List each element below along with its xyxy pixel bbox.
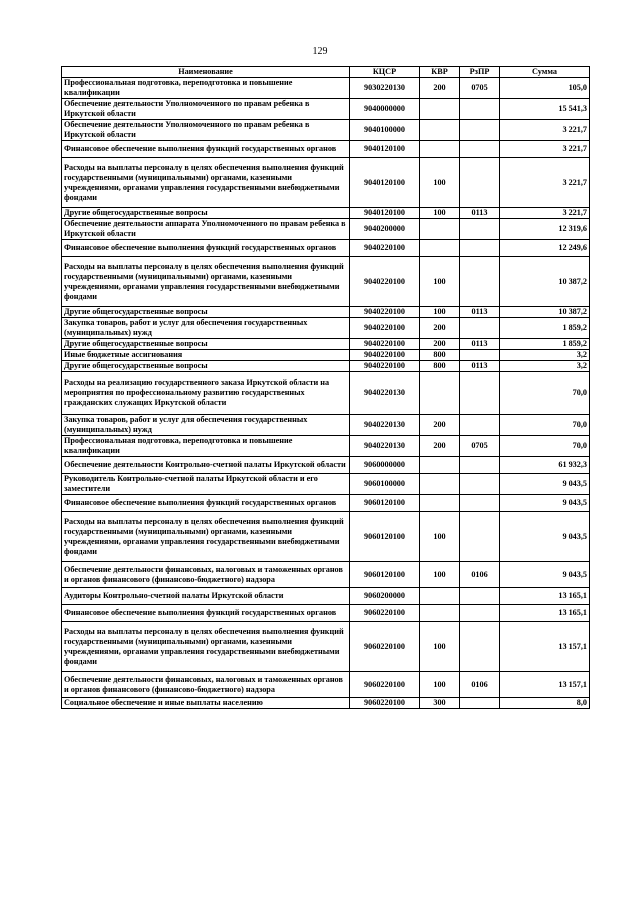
cell-rzpr xyxy=(460,257,500,307)
cell-name: Финансовое обеспечение выполнения функций государственных органов xyxy=(62,141,350,158)
cell-sum: 3 221,7 xyxy=(500,158,590,208)
cell-rzpr xyxy=(460,457,500,474)
cell-sum: 10 387,2 xyxy=(500,307,590,318)
table-row xyxy=(62,495,590,512)
cell-kvr xyxy=(420,219,460,240)
table-row xyxy=(62,257,590,307)
table-row xyxy=(62,141,590,158)
cell-kcsr: 9040220100 xyxy=(350,307,420,318)
table-row xyxy=(62,436,590,457)
cell-kvr: 800 xyxy=(420,361,460,372)
cell-kvr: 100 xyxy=(420,622,460,672)
table-row xyxy=(62,219,590,240)
cell-name: Обеспечение деятельности Контрольно-счетной палаты Иркутской области xyxy=(62,457,350,474)
cell-name: Расходы на реализацию государственного заказа Иркутской области на мероприятия по профессиональному развитию государственных гражданских служащих Иркутской области xyxy=(62,372,350,415)
cell-kcsr: 9040220100 xyxy=(350,240,420,257)
cell-name: Закупка товаров, работ и услуг для обеспечения государственных (муниципальных) нужд xyxy=(62,318,350,339)
cell-kvr: 100 xyxy=(420,257,460,307)
cell-name: Другие общегосударственные вопросы xyxy=(62,208,350,219)
cell-rzpr xyxy=(460,698,500,709)
table-row xyxy=(62,339,590,350)
cell-sum: 15 541,3 xyxy=(500,99,590,120)
cell-sum: 13 165,1 xyxy=(500,588,590,605)
cell-sum: 3,2 xyxy=(500,350,590,361)
cell-kvr: 100 xyxy=(420,672,460,698)
cell-kvr xyxy=(420,605,460,622)
table-row xyxy=(62,372,590,415)
cell-sum: 3 221,7 xyxy=(500,141,590,158)
table-row xyxy=(62,622,590,672)
table-row xyxy=(62,307,590,318)
cell-kvr: 200 xyxy=(420,318,460,339)
cell-rzpr xyxy=(460,350,500,361)
table-row xyxy=(62,605,590,622)
cell-kcsr: 9040120100 xyxy=(350,141,420,158)
cell-rzpr: 0705 xyxy=(460,78,500,99)
cell-sum: 12 319,6 xyxy=(500,219,590,240)
cell-rzpr xyxy=(460,219,500,240)
cell-kcsr: 9060220100 xyxy=(350,672,420,698)
cell-sum: 12 249,6 xyxy=(500,240,590,257)
cell-kvr: 200 xyxy=(420,436,460,457)
table-row xyxy=(62,350,590,361)
cell-kcsr: 9040200000 xyxy=(350,219,420,240)
cell-rzpr: 0113 xyxy=(460,361,500,372)
cell-sum: 9 043,5 xyxy=(500,495,590,512)
cell-sum: 3 221,7 xyxy=(500,120,590,141)
cell-rzpr xyxy=(460,605,500,622)
cell-name: Обеспечение деятельности Уполномоченного по правам ребенка в Иркутской области xyxy=(62,99,350,120)
cell-kcsr: 9040220130 xyxy=(350,415,420,436)
table-row xyxy=(62,512,590,562)
cell-sum: 1 859,2 xyxy=(500,318,590,339)
table-row xyxy=(62,698,590,709)
cell-kvr xyxy=(420,588,460,605)
cell-sum: 13 165,1 xyxy=(500,605,590,622)
cell-name: Обеспечение деятельности Уполномоченного по правам ребенка в Иркутской области xyxy=(62,120,350,141)
table-header-row xyxy=(62,67,590,78)
cell-rzpr xyxy=(460,474,500,495)
cell-kvr xyxy=(420,99,460,120)
cell-kvr: 200 xyxy=(420,339,460,350)
cell-kcsr: 9040220130 xyxy=(350,372,420,415)
table-row xyxy=(62,158,590,208)
cell-kcsr: 9060120100 xyxy=(350,512,420,562)
header-kcsr: КЦСР xyxy=(350,67,420,78)
page-number: 129 xyxy=(312,46,328,57)
cell-kvr xyxy=(420,457,460,474)
cell-name: Расходы на выплаты персоналу в целях обеспечения выполнения функций государственными (муниципальными) органами, казенными учреждениями, органами управления государственными внебюджетными фондами xyxy=(62,622,350,672)
cell-sum: 70,0 xyxy=(500,436,590,457)
cell-rzpr: 0106 xyxy=(460,562,500,588)
cell-sum: 3,2 xyxy=(500,361,590,372)
table-row xyxy=(62,318,590,339)
cell-kvr: 100 xyxy=(420,307,460,318)
cell-kvr: 100 xyxy=(420,158,460,208)
cell-kvr: 800 xyxy=(420,350,460,361)
cell-sum: 105,0 xyxy=(500,78,590,99)
cell-kcsr: 9040220100 xyxy=(350,257,420,307)
table-row xyxy=(62,562,590,588)
cell-kcsr: 9060120100 xyxy=(350,562,420,588)
cell-kvr: 100 xyxy=(420,512,460,562)
cell-sum: 1 859,2 xyxy=(500,339,590,350)
cell-rzpr: 0106 xyxy=(460,672,500,698)
cell-rzpr: 0113 xyxy=(460,208,500,219)
table-row xyxy=(62,99,590,120)
cell-kcsr: 9040120100 xyxy=(350,158,420,208)
cell-name: Иные бюджетные ассигнования xyxy=(62,350,350,361)
cell-name: Профессиональная подготовка, переподготовка и повышение квалификации xyxy=(62,436,350,457)
cell-kcsr: 9060120100 xyxy=(350,495,420,512)
header-sum: Сумма xyxy=(500,67,590,78)
cell-sum: 70,0 xyxy=(500,372,590,415)
cell-kvr: 100 xyxy=(420,562,460,588)
cell-name: Расходы на выплаты персоналу в целях обеспечения выполнения функций государственными (муниципальными) органами, казенными учреждениями, органами управления государственными внебюджетными фондами xyxy=(62,512,350,562)
table-row xyxy=(62,361,590,372)
cell-kvr xyxy=(420,474,460,495)
cell-kcsr: 9040220100 xyxy=(350,350,420,361)
cell-kcsr: 9060000000 xyxy=(350,457,420,474)
cell-name: Другие общегосударственные вопросы xyxy=(62,361,350,372)
cell-kcsr: 9040220100 xyxy=(350,361,420,372)
cell-rzpr: 0113 xyxy=(460,307,500,318)
cell-rzpr xyxy=(460,120,500,141)
budget-table xyxy=(61,66,590,709)
cell-rzpr xyxy=(460,372,500,415)
cell-name: Профессиональная подготовка, переподготовка и повышение квалификации xyxy=(62,78,350,99)
cell-kvr xyxy=(420,372,460,415)
cell-kvr xyxy=(420,495,460,512)
cell-kcsr: 9060100000 xyxy=(350,474,420,495)
cell-sum: 3 221,7 xyxy=(500,208,590,219)
cell-rzpr xyxy=(460,158,500,208)
cell-name: Расходы на выплаты персоналу в целях обеспечения выполнения функций государственными (муниципальными) органами, казенными учреждениями, органами управления государственными внебюджетными фондами xyxy=(62,257,350,307)
table-row xyxy=(62,457,590,474)
cell-kcsr: 9040000000 xyxy=(350,99,420,120)
cell-kcsr: 9030220130 xyxy=(350,78,420,99)
cell-rzpr xyxy=(460,622,500,672)
cell-rzpr xyxy=(460,495,500,512)
cell-name: Финансовое обеспечение выполнения функций государственных органов xyxy=(62,605,350,622)
cell-kvr xyxy=(420,120,460,141)
cell-rzpr xyxy=(460,240,500,257)
cell-name: Закупка товаров, работ и услуг для обеспечения государственных (муниципальных) нужд xyxy=(62,415,350,436)
cell-name: Расходы на выплаты персоналу в целях обеспечения выполнения функций государственными (муниципальными) органами, казенными учреждениями, органами управления государственными внебюджетными фондами xyxy=(62,158,350,208)
cell-name: Социальное обеспечение и иные выплаты населению xyxy=(62,698,350,709)
cell-rzpr xyxy=(460,99,500,120)
cell-name: Другие общегосударственные вопросы xyxy=(62,339,350,350)
cell-sum: 70,0 xyxy=(500,415,590,436)
header-kvr: КВР xyxy=(420,67,460,78)
cell-sum: 9 043,5 xyxy=(500,562,590,588)
cell-kcsr: 9060220100 xyxy=(350,605,420,622)
cell-kvr: 300 xyxy=(420,698,460,709)
cell-rzpr: 0705 xyxy=(460,436,500,457)
table-row xyxy=(62,208,590,219)
cell-kcsr: 9040100000 xyxy=(350,120,420,141)
cell-sum: 9 043,5 xyxy=(500,512,590,562)
cell-kvr: 200 xyxy=(420,415,460,436)
cell-sum: 61 932,3 xyxy=(500,457,590,474)
cell-name: Обеспечение деятельности финансовых, налоговых и таможенных органов и органов финансового (финансово-бюджетного) надзора xyxy=(62,672,350,698)
cell-name: Другие общегосударственные вопросы xyxy=(62,307,350,318)
cell-kcsr: 9040220100 xyxy=(350,339,420,350)
cell-kcsr: 9060220100 xyxy=(350,622,420,672)
cell-name: Финансовое обеспечение выполнения функций государственных органов xyxy=(62,240,350,257)
cell-kcsr: 9040220100 xyxy=(350,318,420,339)
table-row xyxy=(62,120,590,141)
cell-kcsr: 9060220100 xyxy=(350,698,420,709)
table-row xyxy=(62,588,590,605)
cell-name: Обеспечение деятельности аппарата Уполномоченного по правам ребенка в Иркутской области xyxy=(62,219,350,240)
header-rzpr: РзПР xyxy=(460,67,500,78)
cell-name: Аудиторы Контрольно-счетной палаты Иркутской области xyxy=(62,588,350,605)
cell-name: Финансовое обеспечение выполнения функций государственных органов xyxy=(62,495,350,512)
cell-sum: 13 157,1 xyxy=(500,622,590,672)
cell-kcsr: 9040120100 xyxy=(350,208,420,219)
cell-sum: 9 043,5 xyxy=(500,474,590,495)
cell-name: Обеспечение деятельности финансовых, налоговых и таможенных органов и органов финансового (финансово-бюджетного) надзора xyxy=(62,562,350,588)
cell-kcsr: 9040220130 xyxy=(350,436,420,457)
cell-rzpr xyxy=(460,512,500,562)
cell-kvr xyxy=(420,141,460,158)
header-name: Наименование xyxy=(62,67,350,78)
cell-kvr: 100 xyxy=(420,208,460,219)
cell-kvr: 200 xyxy=(420,78,460,99)
cell-name: Руководитель Контрольно-счетной палаты Иркутской области и его заместители xyxy=(62,474,350,495)
cell-rzpr xyxy=(460,318,500,339)
table-row xyxy=(62,474,590,495)
cell-sum: 13 157,1 xyxy=(500,672,590,698)
table-body xyxy=(62,78,590,709)
cell-rzpr xyxy=(460,141,500,158)
cell-sum: 8,0 xyxy=(500,698,590,709)
cell-rzpr xyxy=(460,588,500,605)
table-row xyxy=(62,415,590,436)
cell-sum: 10 387,2 xyxy=(500,257,590,307)
cell-rzpr: 0113 xyxy=(460,339,500,350)
cell-rzpr xyxy=(460,415,500,436)
cell-kcsr: 9060200000 xyxy=(350,588,420,605)
table-row xyxy=(62,78,590,99)
cell-kvr xyxy=(420,240,460,257)
table-row xyxy=(62,672,590,698)
table-row xyxy=(62,240,590,257)
